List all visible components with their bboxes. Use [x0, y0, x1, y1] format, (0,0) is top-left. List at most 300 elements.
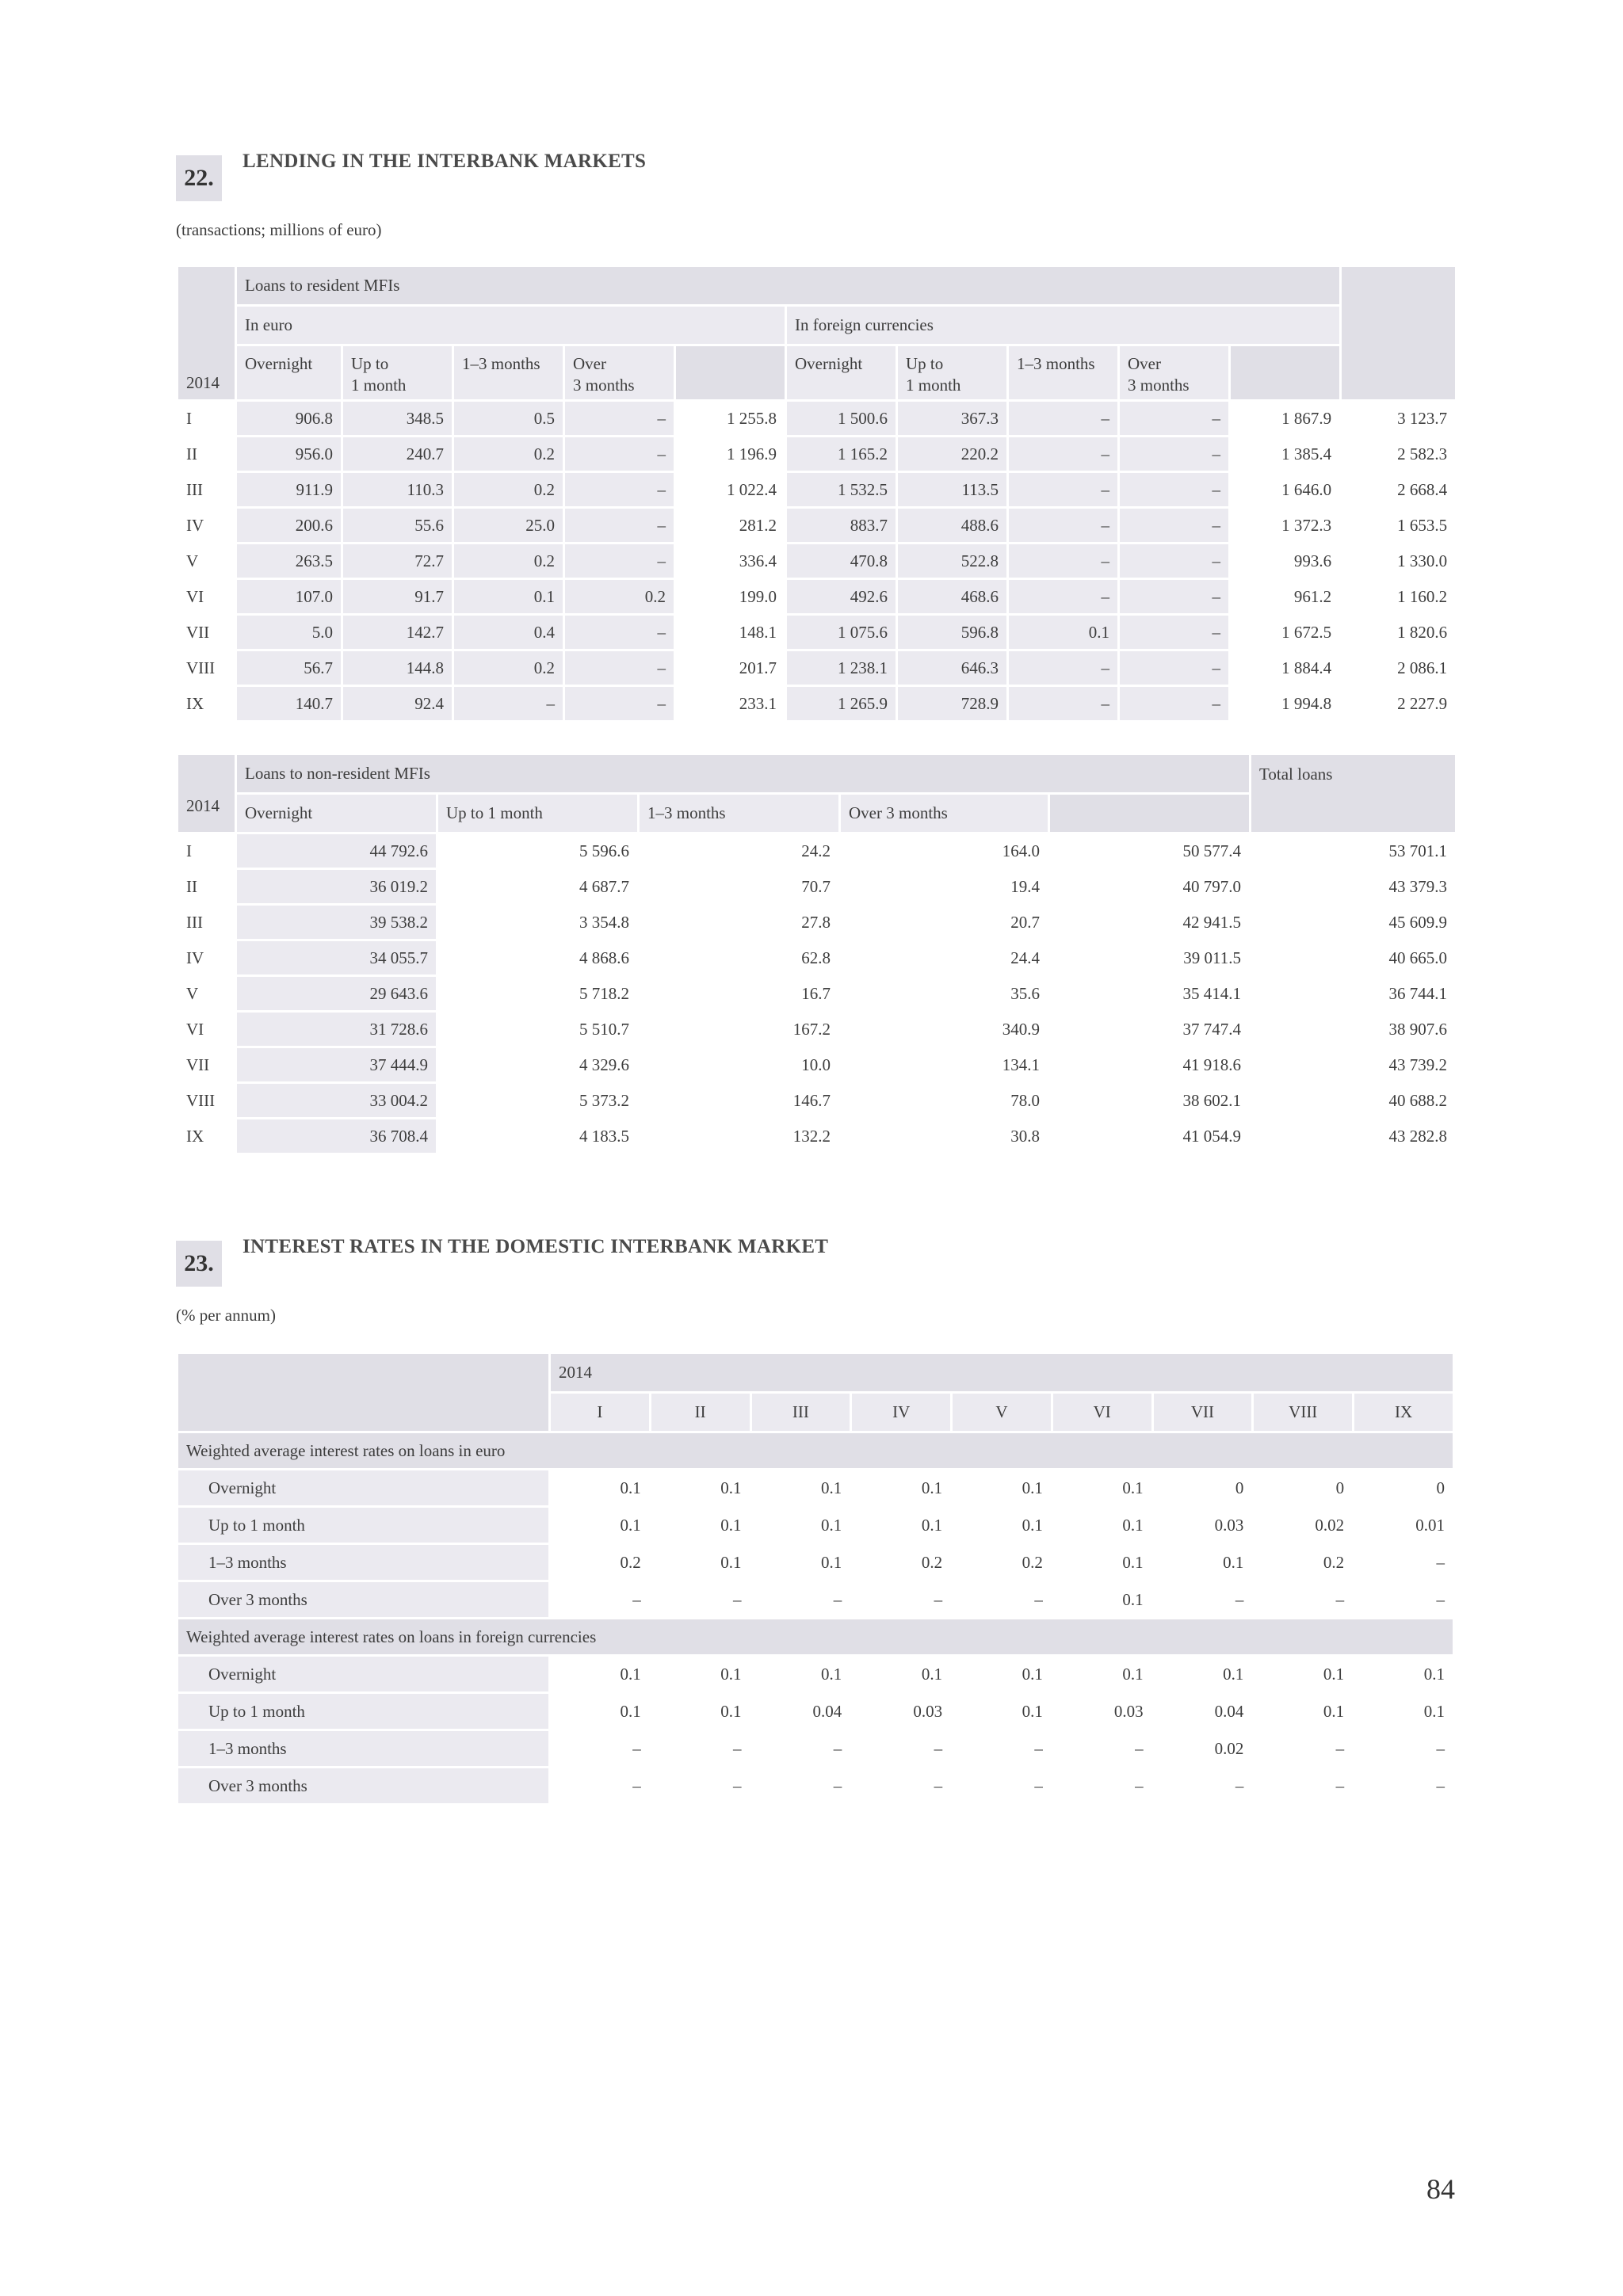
month-label: V	[178, 543, 236, 579]
value-cell: –	[1008, 401, 1119, 437]
value-cell: 522.8	[897, 543, 1008, 579]
value-cell: –	[1354, 1730, 1454, 1768]
value-cell: 2 582.3	[1341, 437, 1457, 472]
value-cell: 367.3	[897, 401, 1008, 437]
value-cell: 0.1	[952, 1656, 1052, 1693]
value-cell: –	[1354, 1581, 1454, 1619]
value-cell: –	[1253, 1730, 1354, 1768]
value-cell: 33 004.2	[236, 1083, 437, 1119]
value-cell: 1 994.8	[1230, 686, 1341, 722]
value-cell: 1 255.8	[675, 401, 786, 437]
value-cell: –	[564, 650, 675, 686]
value-cell: 43 379.3	[1251, 869, 1457, 905]
value-cell: 142.7	[342, 615, 453, 650]
value-cell: 37 444.9	[236, 1047, 437, 1083]
year-header-2: 2014	[178, 754, 236, 833]
value-cell: 110.3	[342, 472, 453, 508]
month-label: IX	[178, 686, 236, 722]
value-cell: 993.6	[1230, 543, 1341, 579]
table-row	[178, 472, 1457, 508]
value-cell: 144.8	[342, 650, 453, 686]
table-row	[178, 650, 1457, 686]
resident-loans-table	[176, 265, 1457, 723]
value-cell: –	[650, 1768, 750, 1805]
value-cell: –	[1119, 401, 1230, 437]
value-cell: –	[1119, 472, 1230, 508]
group-label: Weighted average interest rates on loans in euro	[178, 1432, 1454, 1470]
value-cell: 646.3	[897, 650, 1008, 686]
value-cell: 199.0	[675, 579, 786, 615]
value-cell: 4 868.6	[437, 940, 639, 976]
month-label: I	[178, 401, 236, 437]
value-cell: 0.1	[952, 1470, 1052, 1507]
interest-rates-table	[176, 1352, 1455, 1806]
value-cell: –	[1008, 543, 1119, 579]
value-cell: 40 797.0	[1049, 869, 1251, 905]
value-cell: –	[564, 401, 675, 437]
value-cell: 0.1	[851, 1470, 952, 1507]
value-cell: 0.03	[1152, 1507, 1253, 1544]
value-cell: 5 596.6	[437, 833, 639, 869]
value-cell: 0.02	[1152, 1730, 1253, 1768]
total-loans-header: Total loans	[1251, 754, 1457, 833]
value-cell: –	[1354, 1544, 1454, 1581]
value-cell: 201.7	[675, 650, 786, 686]
value-cell: 240.7	[342, 437, 453, 472]
page-number: 84	[1426, 2173, 1455, 2205]
value-cell: 43 739.2	[1251, 1047, 1457, 1083]
table-row	[178, 1768, 1454, 1805]
value-cell: 42 941.5	[1049, 905, 1251, 940]
value-cell: –	[851, 1768, 952, 1805]
table-row	[178, 1047, 1457, 1083]
value-cell: 0.1	[650, 1656, 750, 1693]
value-cell: 0.1	[453, 579, 564, 615]
month-label: IV	[178, 940, 236, 976]
value-cell: 0.1	[1052, 1544, 1152, 1581]
value-cell: 1 022.4	[675, 472, 786, 508]
value-cell: 233.1	[675, 686, 786, 722]
value-cell: 19.4	[840, 869, 1049, 905]
col-fx-1-3-months: 1–3 months	[1008, 345, 1119, 401]
month-label: III	[178, 472, 236, 508]
value-cell: –	[851, 1730, 952, 1768]
value-cell: 41 054.9	[1049, 1119, 1251, 1154]
table-row	[178, 1581, 1454, 1619]
value-cell: 0.2	[453, 650, 564, 686]
value-cell: 36 019.2	[236, 869, 437, 905]
value-cell: –	[1119, 543, 1230, 579]
table-row	[178, 1656, 1454, 1693]
value-cell: 0	[1354, 1470, 1454, 1507]
value-cell: –	[1008, 686, 1119, 722]
value-cell: 0.1	[650, 1693, 750, 1730]
value-cell: –	[1152, 1581, 1253, 1619]
value-cell: 1 196.9	[675, 437, 786, 472]
value-cell: 0.1	[1152, 1544, 1253, 1581]
table-row	[178, 976, 1457, 1012]
table-row	[178, 833, 1457, 869]
month-label: VIII	[178, 650, 236, 686]
value-cell: 0.04	[1152, 1693, 1253, 1730]
value-cell: 2 227.9	[1341, 686, 1457, 722]
month-header: IX	[1354, 1393, 1454, 1432]
value-cell: 1 820.6	[1341, 615, 1457, 650]
value-cell: –	[1008, 650, 1119, 686]
table-row	[178, 579, 1457, 615]
value-cell: 55.6	[342, 508, 453, 543]
value-cell: 0.1	[550, 1656, 651, 1693]
table-row	[178, 1083, 1457, 1119]
value-cell: 36 708.4	[236, 1119, 437, 1154]
value-cell: 1 385.4	[1230, 437, 1341, 472]
value-cell: –	[564, 437, 675, 472]
value-cell: –	[1119, 650, 1230, 686]
table-row	[178, 1119, 1457, 1154]
value-cell: 1 372.3	[1230, 508, 1341, 543]
row-label: 1–3 months	[178, 1730, 550, 1768]
value-cell: 0.1	[750, 1507, 851, 1544]
group-label: Weighted average interest rates on loans in foreign currencies	[178, 1619, 1454, 1656]
value-cell: 340.9	[840, 1012, 1049, 1047]
table-number-badge: 23.	[176, 1241, 222, 1287]
value-cell: 2 086.1	[1341, 650, 1457, 686]
value-cell: 0.1	[550, 1693, 651, 1730]
value-cell: –	[650, 1581, 750, 1619]
in-foreign-currencies-header: In foreign currencies	[786, 306, 1341, 345]
value-cell: 62.8	[639, 940, 840, 976]
value-cell: 30.8	[840, 1119, 1049, 1154]
month-header: VI	[1052, 1393, 1152, 1432]
value-cell: 0.1	[1354, 1693, 1454, 1730]
value-cell: 0.1	[1253, 1656, 1354, 1693]
value-cell: 1 330.0	[1341, 543, 1457, 579]
col-fx-up-to-1-month: Up to 1 month	[897, 345, 1008, 401]
table-row	[178, 686, 1457, 722]
row-label: 1–3 months	[178, 1544, 550, 1581]
value-cell: 39 538.2	[236, 905, 437, 940]
value-cell: –	[1119, 508, 1230, 543]
month-header: II	[650, 1393, 750, 1432]
value-cell: 5.0	[236, 615, 342, 650]
value-cell: 0.1	[1008, 615, 1119, 650]
value-cell: 53 701.1	[1251, 833, 1457, 869]
value-cell: –	[564, 686, 675, 722]
value-cell: 0.1	[650, 1507, 750, 1544]
value-cell: 200.6	[236, 508, 342, 543]
value-cell: 4 329.6	[437, 1047, 639, 1083]
value-cell: 37 747.4	[1049, 1012, 1251, 1047]
row-label: Overnight	[178, 1656, 550, 1693]
value-cell: 0.03	[851, 1693, 952, 1730]
value-cell: –	[1052, 1730, 1152, 1768]
value-cell: 1 500.6	[786, 401, 897, 437]
value-cell: 0.2	[453, 543, 564, 579]
month-header: VII	[1152, 1393, 1253, 1432]
month-header: III	[750, 1393, 851, 1432]
value-cell: 29 643.6	[236, 976, 437, 1012]
value-cell: 0.2	[550, 1544, 651, 1581]
value-cell: 43 282.8	[1251, 1119, 1457, 1154]
value-cell: 281.2	[675, 508, 786, 543]
value-cell: 70.7	[639, 869, 840, 905]
value-cell: –	[1119, 615, 1230, 650]
value-cell: 10.0	[639, 1047, 840, 1083]
value-cell: 0.1	[851, 1656, 952, 1693]
value-cell: 91.7	[342, 579, 453, 615]
value-cell: 27.8	[639, 905, 840, 940]
month-header: V	[952, 1393, 1052, 1432]
value-cell: 44 792.6	[236, 833, 437, 869]
value-cell: 38 907.6	[1251, 1012, 1457, 1047]
value-cell: 596.8	[897, 615, 1008, 650]
value-cell: –	[952, 1768, 1052, 1805]
row-label: Over 3 months	[178, 1581, 550, 1619]
value-cell: –	[550, 1581, 651, 1619]
value-cell: –	[750, 1581, 851, 1619]
value-cell: 45 609.9	[1251, 905, 1457, 940]
value-cell: 40 665.0	[1251, 940, 1457, 976]
col-nr-over-3-months: Over 3 months	[840, 794, 1049, 833]
value-cell: –	[851, 1581, 952, 1619]
value-cell: 0.02	[1253, 1507, 1354, 1544]
table-row	[178, 508, 1457, 543]
value-cell: 1 238.1	[786, 650, 897, 686]
value-cell: 5 373.2	[437, 1083, 639, 1119]
col-nr-overnight: Overnight	[236, 794, 437, 833]
value-cell: –	[650, 1730, 750, 1768]
col-fx-overnight: Overnight	[786, 345, 897, 401]
value-cell: 39 011.5	[1049, 940, 1251, 976]
col-up-to-1-month: Up to 1 month	[342, 345, 453, 401]
row-label: Up to 1 month	[178, 1693, 550, 1730]
value-cell: –	[564, 508, 675, 543]
value-cell: 336.4	[675, 543, 786, 579]
month-header: VIII	[1253, 1393, 1354, 1432]
value-cell: 0.01	[1354, 1507, 1454, 1544]
col-overnight: Overnight	[236, 345, 342, 401]
value-cell: –	[1008, 579, 1119, 615]
value-cell: 0.1	[750, 1656, 851, 1693]
value-cell: 35.6	[840, 976, 1049, 1012]
value-cell: –	[750, 1768, 851, 1805]
table-row	[178, 869, 1457, 905]
value-cell: 220.2	[897, 437, 1008, 472]
table-number-badge: 22.	[176, 155, 222, 201]
value-cell: 2 668.4	[1341, 472, 1457, 508]
table-row	[178, 905, 1457, 940]
value-cell: –	[453, 686, 564, 722]
value-cell: –	[1253, 1581, 1354, 1619]
value-cell: 1 075.6	[786, 615, 897, 650]
value-cell: 1 884.4	[1230, 650, 1341, 686]
value-cell: 488.6	[897, 508, 1008, 543]
year-header: 2014	[550, 1353, 1454, 1393]
value-cell: –	[564, 615, 675, 650]
month-label: IX	[178, 1119, 236, 1154]
value-cell: 0.2	[952, 1544, 1052, 1581]
value-cell: 0.1	[550, 1470, 651, 1507]
value-cell: 146.7	[639, 1083, 840, 1119]
value-cell: 1 165.2	[786, 437, 897, 472]
value-cell: 0.2	[851, 1544, 952, 1581]
value-cell: 140.7	[236, 686, 342, 722]
value-cell: 1 646.0	[1230, 472, 1341, 508]
value-cell: 0.1	[650, 1470, 750, 1507]
in-euro-header: In euro	[236, 306, 786, 345]
value-cell: 35 414.1	[1049, 976, 1251, 1012]
month-label: II	[178, 869, 236, 905]
month-label: V	[178, 976, 236, 1012]
value-cell: 92.4	[342, 686, 453, 722]
value-cell: 1 653.5	[1341, 508, 1457, 543]
value-cell: –	[952, 1581, 1052, 1619]
value-cell: 25.0	[453, 508, 564, 543]
value-cell: 0.1	[750, 1470, 851, 1507]
month-label: II	[178, 437, 236, 472]
value-cell: 1 265.9	[786, 686, 897, 722]
value-cell: 40 688.2	[1251, 1083, 1457, 1119]
col-1-3-months: 1–3 months	[453, 345, 564, 401]
value-cell: 0.2	[1253, 1544, 1354, 1581]
value-cell: 956.0	[236, 437, 342, 472]
value-cell: 0.1	[1052, 1656, 1152, 1693]
col-nr-up-to-1-month: Up to 1 month	[437, 794, 639, 833]
group-header-row	[178, 1432, 1454, 1470]
value-cell: 1 160.2	[1341, 579, 1457, 615]
table-row	[178, 437, 1457, 472]
table-title: LENDING IN THE INTERBANK MARKETS	[242, 151, 647, 172]
value-cell: 0.1	[952, 1693, 1052, 1730]
value-cell: –	[1008, 437, 1119, 472]
value-cell: 1 672.5	[1230, 615, 1341, 650]
value-cell: 0.1	[851, 1507, 952, 1544]
col-over-3-months: Over 3 months	[564, 345, 675, 401]
value-cell: 0.2	[453, 437, 564, 472]
table-row	[178, 1470, 1454, 1507]
value-cell: 0	[1152, 1470, 1253, 1507]
value-cell: 468.6	[897, 579, 1008, 615]
value-cell: 56.7	[236, 650, 342, 686]
table-row	[178, 1507, 1454, 1544]
table-unit-note: (% per annum)	[176, 1306, 276, 1325]
table-row	[178, 615, 1457, 650]
value-cell: 1 532.5	[786, 472, 897, 508]
value-cell: 38 602.1	[1049, 1083, 1251, 1119]
table-row	[178, 543, 1457, 579]
month-label: IV	[178, 508, 236, 543]
value-cell: 5 718.2	[437, 976, 639, 1012]
value-cell: 0.1	[750, 1544, 851, 1581]
table-row	[178, 1730, 1454, 1768]
value-cell: 148.1	[675, 615, 786, 650]
value-cell: 0.1	[1052, 1581, 1152, 1619]
value-cell: 41 918.6	[1049, 1047, 1251, 1083]
value-cell: 3 123.7	[1341, 401, 1457, 437]
value-cell: 0.4	[453, 615, 564, 650]
value-cell: –	[1152, 1768, 1253, 1805]
value-cell: 4 183.5	[437, 1119, 639, 1154]
value-cell: –	[564, 472, 675, 508]
value-cell: 16.7	[639, 976, 840, 1012]
value-cell: 0	[1253, 1470, 1354, 1507]
col-nr-1-3-months: 1–3 months	[639, 794, 840, 833]
month-label: VI	[178, 1012, 236, 1047]
value-cell: 0.2	[564, 579, 675, 615]
value-cell: 1 867.9	[1230, 401, 1341, 437]
value-cell: 107.0	[236, 579, 342, 615]
table-row	[178, 401, 1457, 437]
value-cell: –	[1119, 437, 1230, 472]
value-cell: –	[952, 1730, 1052, 1768]
month-label: III	[178, 905, 236, 940]
row-label: Over 3 months	[178, 1768, 550, 1805]
value-cell: 0.1	[1253, 1693, 1354, 1730]
value-cell: –	[550, 1768, 651, 1805]
value-cell: 0.1	[650, 1544, 750, 1581]
value-cell: 50 577.4	[1049, 833, 1251, 869]
value-cell: 20.7	[840, 905, 1049, 940]
table-row	[178, 940, 1457, 976]
month-label: VII	[178, 1047, 236, 1083]
value-cell: 72.7	[342, 543, 453, 579]
value-cell: 0.5	[453, 401, 564, 437]
value-cell: –	[1354, 1768, 1454, 1805]
value-cell: 961.2	[1230, 579, 1341, 615]
month-label: VIII	[178, 1083, 236, 1119]
value-cell: –	[1008, 472, 1119, 508]
value-cell: –	[1008, 508, 1119, 543]
value-cell: 167.2	[639, 1012, 840, 1047]
month-header: I	[550, 1393, 651, 1432]
month-label: VII	[178, 615, 236, 650]
value-cell: 911.9	[236, 472, 342, 508]
table-row	[178, 1693, 1454, 1730]
value-cell: –	[1119, 686, 1230, 722]
table-row	[178, 1544, 1454, 1581]
value-cell: –	[750, 1730, 851, 1768]
value-cell: 728.9	[897, 686, 1008, 722]
value-cell: 0.1	[952, 1507, 1052, 1544]
value-cell: 0.03	[1052, 1693, 1152, 1730]
value-cell: 132.2	[639, 1119, 840, 1154]
value-cell: 31 728.6	[236, 1012, 437, 1047]
resident-mfis-header: Loans to resident MFIs	[236, 266, 1341, 306]
value-cell: –	[1052, 1768, 1152, 1805]
value-cell: 164.0	[840, 833, 1049, 869]
value-cell: 0.1	[550, 1507, 651, 1544]
table-row	[178, 1012, 1457, 1047]
value-cell: 906.8	[236, 401, 342, 437]
value-cell: 0.04	[750, 1693, 851, 1730]
value-cell: 78.0	[840, 1083, 1049, 1119]
value-cell: 24.2	[639, 833, 840, 869]
value-cell: 348.5	[342, 401, 453, 437]
row-label: Up to 1 month	[178, 1507, 550, 1544]
value-cell: 0.1	[1052, 1470, 1152, 1507]
month-label: I	[178, 833, 236, 869]
value-cell: 113.5	[897, 472, 1008, 508]
value-cell: 0.1	[1152, 1656, 1253, 1693]
value-cell: 470.8	[786, 543, 897, 579]
value-cell: 134.1	[840, 1047, 1049, 1083]
row-label: Overnight	[178, 1470, 550, 1507]
value-cell: 3 354.8	[437, 905, 639, 940]
month-label: VI	[178, 579, 236, 615]
year-header: 2014	[178, 266, 236, 401]
value-cell: 0.1	[1052, 1507, 1152, 1544]
value-cell: 0.1	[1354, 1656, 1454, 1693]
